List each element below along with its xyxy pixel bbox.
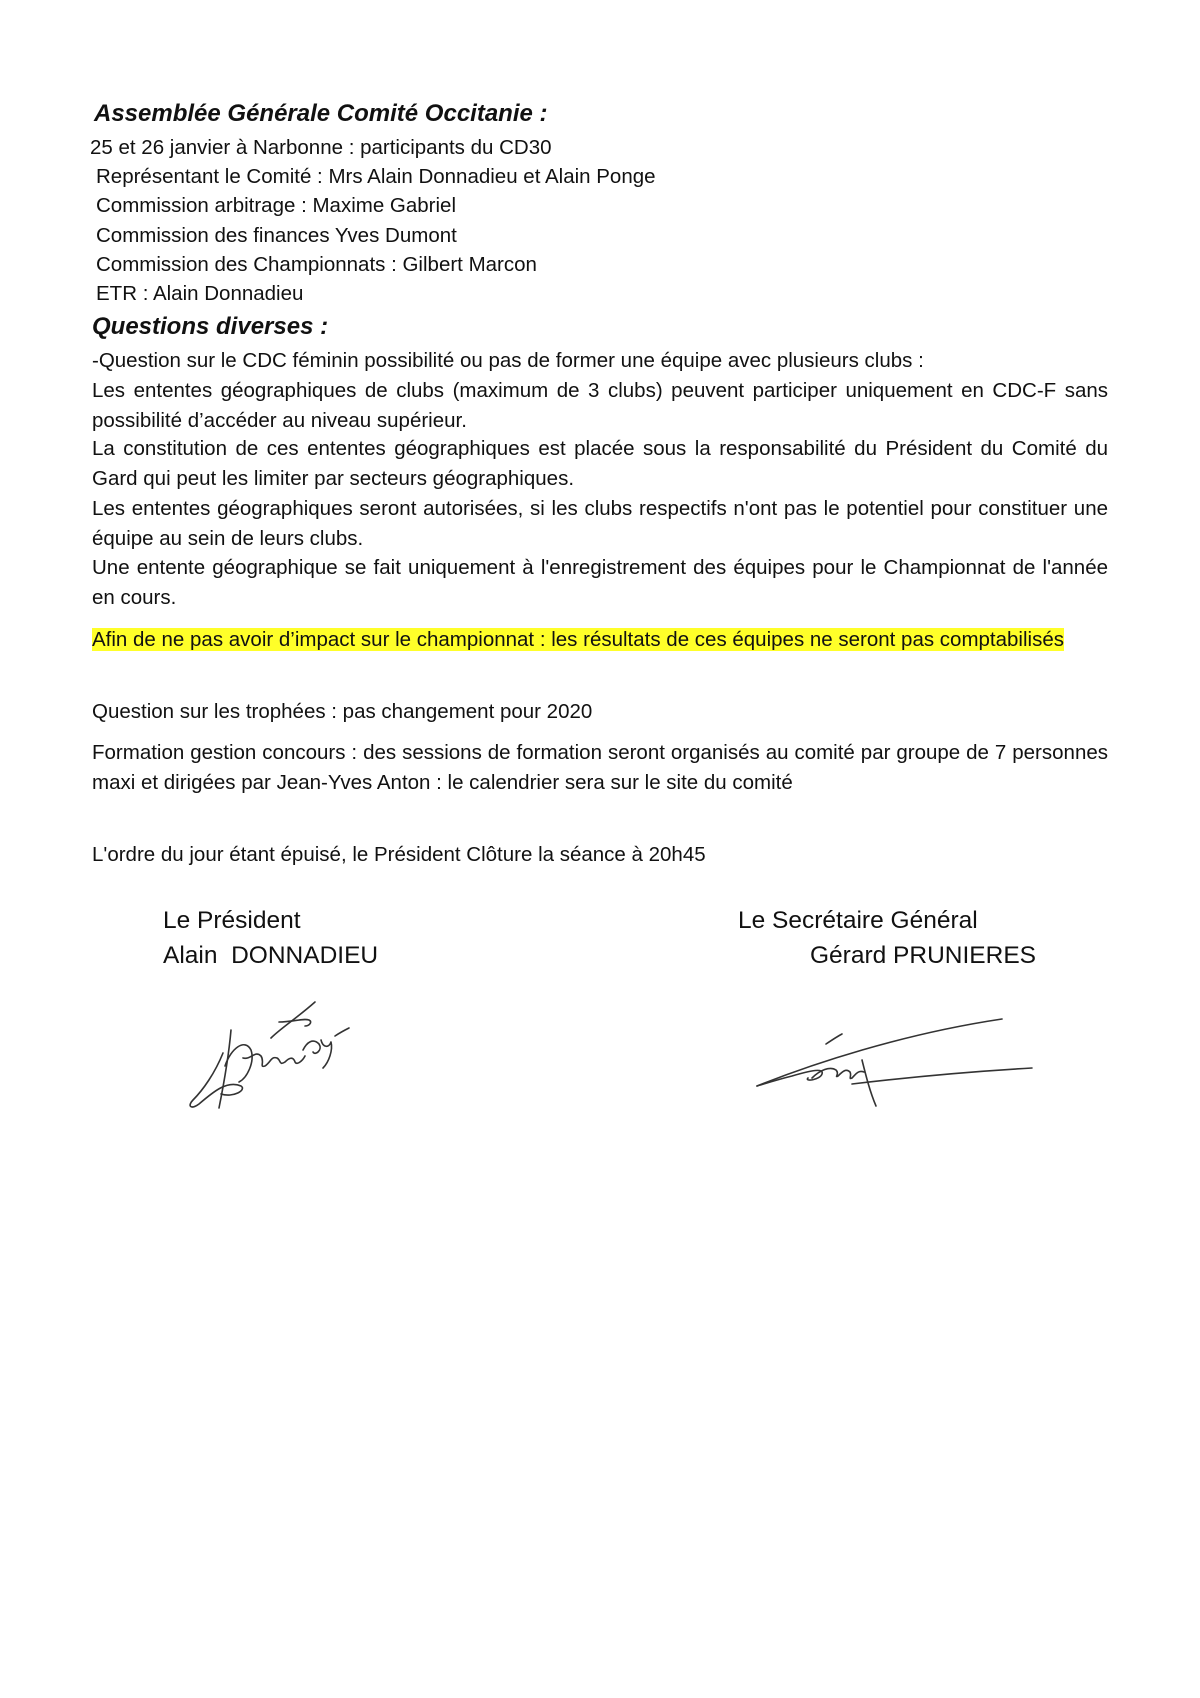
secretaire-role: Le Secrétaire Général (738, 907, 978, 934)
paragraph-entente-enregistrement: Une entente géographique se fait uniquement à l'enregistrement des équipes pour le Championnat de l'année en cours. (92, 556, 1108, 609)
ag-line-participants: 25 et 26 janvier à Narbonne : participants du CD30 (90, 136, 552, 159)
president-signature (185, 998, 355, 1113)
paragraph-trophees: Question sur les trophées : pas changement pour 2020 (92, 700, 593, 723)
highlighted-paragraph-impact (92, 625, 1108, 655)
paragraph-ententes-participation: Les ententes géographiques de clubs (maximum de 3 clubs) peuvent participer uniquement en CDC-F sans possibilité d’accéder au niveau supérieur. (92, 379, 1108, 432)
ag-line-finances: Commission des finances Yves Dumont (96, 224, 457, 247)
president-role: Le Président (163, 907, 301, 934)
ag-line-arbitrage: Commission arbitrage : Maxime Gabriel (96, 194, 457, 217)
paragraph-ententes-autorisees: Les ententes géographiques seront autorisées, si les clubs respectifs n'ont pas le potentiel pour constituer une équipe au sein de leurs clubs. (92, 497, 1108, 550)
paragraph-ententes-constitution: La constitution de ces ententes géographiques est placée sous la responsabilité du Président du Comité du Gard qui peut les limiter par secteurs géographiques. (92, 437, 1108, 490)
ag-line-championnats: Commission des Championnats : Gilbert Marcon (96, 253, 537, 276)
question-cdc-feminin: -Question sur le CDC féminin possibilité ou pas de former une équipe avec plusieurs clubs : (92, 349, 924, 372)
ag-line-representant: Représentant le Comité : Mrs Alain Donnadieu et Alain Ponge (96, 165, 656, 188)
paragraph-formation: Formation gestion concours : des sessions de formation seront organisés au comité par groupe de 7 personnes maxi et dirigées par Jean-Yves Anton : le calendrier sera sur le site du comité (92, 741, 1108, 794)
secretaire-name: Gérard PRUNIERES (810, 942, 1037, 969)
ag-line-etr: ETR : Alain Donnadieu (96, 282, 304, 305)
section-title-assemblee: Assemblée Générale Comité Occitanie : (94, 100, 548, 127)
section-title-questions: Questions diverses : (92, 313, 329, 340)
highlighted-text: Afin de ne pas avoir d’impact sur le championnat : les résultats de ces équipes ne seront pas comptabilisés (92, 628, 1064, 651)
secretaire-signature (752, 1014, 1042, 1114)
paragraph-closing: L'ordre du jour étant épuisé, le Président Clôture la séance à 20h45 (92, 843, 706, 866)
president-name: Alain DONNADIEU (163, 942, 379, 969)
